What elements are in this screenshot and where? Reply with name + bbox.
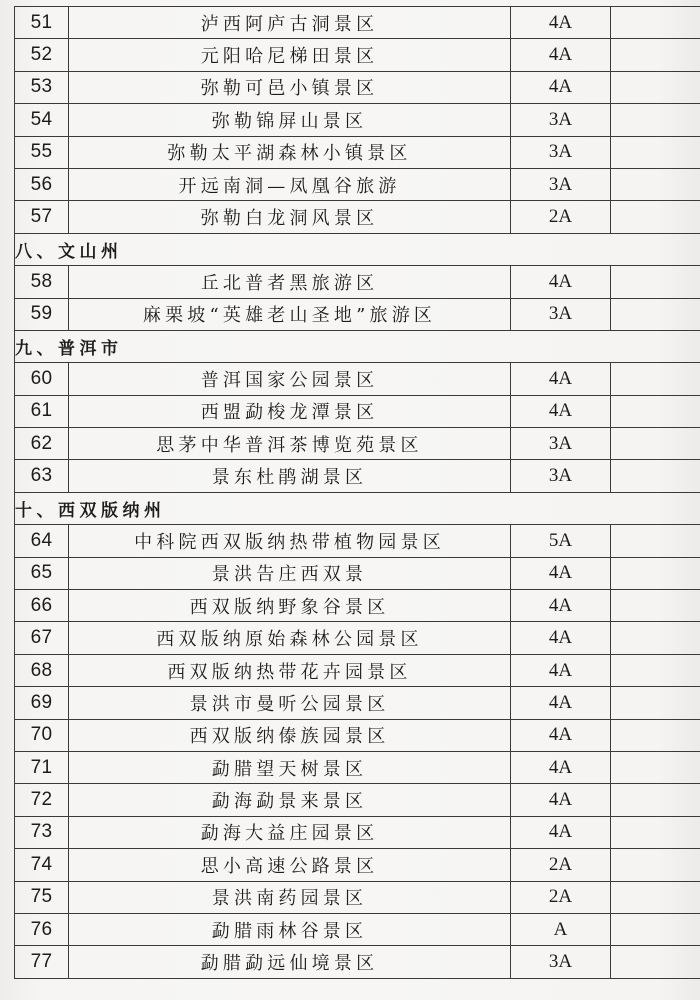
row-number: 76 (15, 913, 69, 945)
scenic-area-name: 中科院西双版纳热带植物园景区 (69, 525, 511, 557)
row-number: 64 (15, 525, 69, 557)
grade-level: 4A (511, 622, 611, 654)
blank-cell (611, 39, 700, 71)
section-header-row (15, 233, 700, 265)
scenic-area-name: 元阳哈尼梯田景区 (69, 39, 511, 71)
section-title: 十、西双版纳州 (15, 492, 700, 524)
table-row (15, 136, 700, 168)
table-row (15, 525, 700, 557)
grade-level: 2A (511, 849, 611, 881)
table-row (15, 881, 700, 913)
grade-level: 2A (511, 201, 611, 233)
grade-level: 4A (511, 687, 611, 719)
blank-cell (611, 395, 700, 427)
blank-cell (611, 298, 700, 330)
scenic-area-table (14, 6, 700, 979)
grade-level: 3A (511, 168, 611, 200)
blank-cell (611, 525, 700, 557)
blank-cell (611, 460, 700, 492)
blank-cell (611, 622, 700, 654)
table-row (15, 395, 700, 427)
blank-cell (611, 104, 700, 136)
grade-level: 4A (511, 590, 611, 622)
scenic-area-name: 景东杜鹃湖景区 (69, 460, 511, 492)
table-row (15, 266, 700, 298)
grade-level: 4A (511, 719, 611, 751)
grade-level: 4A (511, 395, 611, 427)
blank-cell (611, 168, 700, 200)
section-header-row (15, 492, 700, 524)
scenic-area-name: 勐腊勐远仙境景区 (69, 946, 511, 978)
table-row (15, 622, 700, 654)
blank-cell (611, 784, 700, 816)
blank-cell (611, 751, 700, 783)
blank-cell (611, 654, 700, 686)
row-number: 57 (15, 201, 69, 233)
grade-level: 4A (511, 751, 611, 783)
table-row (15, 201, 700, 233)
blank-cell (611, 881, 700, 913)
row-number: 52 (15, 39, 69, 71)
row-number: 72 (15, 784, 69, 816)
table-row (15, 428, 700, 460)
row-number: 73 (15, 816, 69, 848)
table-row (15, 71, 700, 103)
grade-level: 5A (511, 525, 611, 557)
grade-level: 3A (511, 136, 611, 168)
table-row (15, 298, 700, 330)
scenic-area-name: 西双版纳野象谷景区 (69, 590, 511, 622)
table-body (15, 7, 700, 979)
scenic-area-name: 开远南洞—凤凰谷旅游 (69, 168, 511, 200)
row-number: 67 (15, 622, 69, 654)
grade-level: 4A (511, 816, 611, 848)
scenic-area-name: 弥勒锦屏山景区 (69, 104, 511, 136)
blank-cell (611, 849, 700, 881)
section-title: 九、普洱市 (15, 330, 700, 362)
scenic-area-name: 弥勒白龙洞风景区 (69, 201, 511, 233)
row-number: 51 (15, 7, 69, 39)
scenic-area-name: 西双版纳原始森林公园景区 (69, 622, 511, 654)
grade-level: 4A (511, 39, 611, 71)
blank-cell (611, 557, 700, 589)
row-number: 62 (15, 428, 69, 460)
scenic-area-name: 麻栗坡“英雄老山圣地”旅游区 (69, 298, 511, 330)
grade-level: 4A (511, 654, 611, 686)
grade-level: 3A (511, 460, 611, 492)
table-row (15, 784, 700, 816)
scenic-area-name: 勐海勐景来景区 (69, 784, 511, 816)
blank-cell (611, 7, 700, 39)
row-number: 55 (15, 136, 69, 168)
grade-level: 4A (511, 7, 611, 39)
grade-level: 3A (511, 104, 611, 136)
table-row (15, 654, 700, 686)
blank-cell (611, 946, 700, 978)
table-row (15, 39, 700, 71)
table-row (15, 751, 700, 783)
table-row (15, 687, 700, 719)
scenic-area-name: 西双版纳傣族园景区 (69, 719, 511, 751)
blank-cell (611, 816, 700, 848)
table-row (15, 913, 700, 945)
blank-cell (611, 363, 700, 395)
blank-cell (611, 71, 700, 103)
scenic-area-name: 普洱国家公园景区 (69, 363, 511, 395)
scenic-area-name: 勐腊雨林谷景区 (69, 913, 511, 945)
scenic-area-name: 思茅中华普洱茶博览苑景区 (69, 428, 511, 460)
scenic-area-name: 景洪市曼听公园景区 (69, 687, 511, 719)
row-number: 77 (15, 946, 69, 978)
blank-cell (611, 719, 700, 751)
blank-cell (611, 266, 700, 298)
table-row (15, 946, 700, 978)
row-number: 61 (15, 395, 69, 427)
blank-cell (611, 136, 700, 168)
scenic-area-name: 泸西阿庐古洞景区 (69, 7, 511, 39)
grade-level: 3A (511, 298, 611, 330)
grade-level: 4A (511, 71, 611, 103)
row-number: 74 (15, 849, 69, 881)
row-number: 58 (15, 266, 69, 298)
blank-cell (611, 428, 700, 460)
section-title: 八、文山州 (15, 233, 700, 265)
blank-cell (611, 590, 700, 622)
table-row (15, 719, 700, 751)
table-row (15, 557, 700, 589)
table-row (15, 590, 700, 622)
grade-level: 4A (511, 363, 611, 395)
scenic-area-name: 思小高速公路景区 (69, 849, 511, 881)
blank-cell (611, 687, 700, 719)
scenic-area-name: 勐腊望天树景区 (69, 751, 511, 783)
row-number: 66 (15, 590, 69, 622)
row-number: 70 (15, 719, 69, 751)
scenic-area-name: 西盟勐梭龙潭景区 (69, 395, 511, 427)
scenic-area-name: 弥勒太平湖森林小镇景区 (69, 136, 511, 168)
table-row (15, 168, 700, 200)
row-number: 69 (15, 687, 69, 719)
grade-level: 3A (511, 428, 611, 460)
blank-cell (611, 913, 700, 945)
row-number: 68 (15, 654, 69, 686)
row-number: 60 (15, 363, 69, 395)
row-number: 75 (15, 881, 69, 913)
scenic-area-name: 弥勒可邑小镇景区 (69, 71, 511, 103)
grade-level: 4A (511, 784, 611, 816)
scenic-area-name: 丘北普者黑旅游区 (69, 266, 511, 298)
scenic-area-name: 景洪南药园景区 (69, 881, 511, 913)
section-header-row (15, 330, 700, 362)
row-number: 53 (15, 71, 69, 103)
table-row (15, 7, 700, 39)
row-number: 54 (15, 104, 69, 136)
row-number: 56 (15, 168, 69, 200)
table-row (15, 460, 700, 492)
table-row (15, 816, 700, 848)
row-number: 59 (15, 298, 69, 330)
table-row (15, 104, 700, 136)
table-row (15, 363, 700, 395)
grade-level: 4A (511, 557, 611, 589)
scenic-area-name: 西双版纳热带花卉园景区 (69, 654, 511, 686)
scenic-area-name: 景洪告庄西双景 (69, 557, 511, 589)
row-number: 71 (15, 751, 69, 783)
grade-level: 3A (511, 946, 611, 978)
scenic-area-name: 勐海大益庄园景区 (69, 816, 511, 848)
row-number: 65 (15, 557, 69, 589)
blank-cell (611, 201, 700, 233)
row-number: 63 (15, 460, 69, 492)
grade-level: A (511, 913, 611, 945)
grade-level: 2A (511, 881, 611, 913)
table-row (15, 849, 700, 881)
grade-level: 4A (511, 266, 611, 298)
